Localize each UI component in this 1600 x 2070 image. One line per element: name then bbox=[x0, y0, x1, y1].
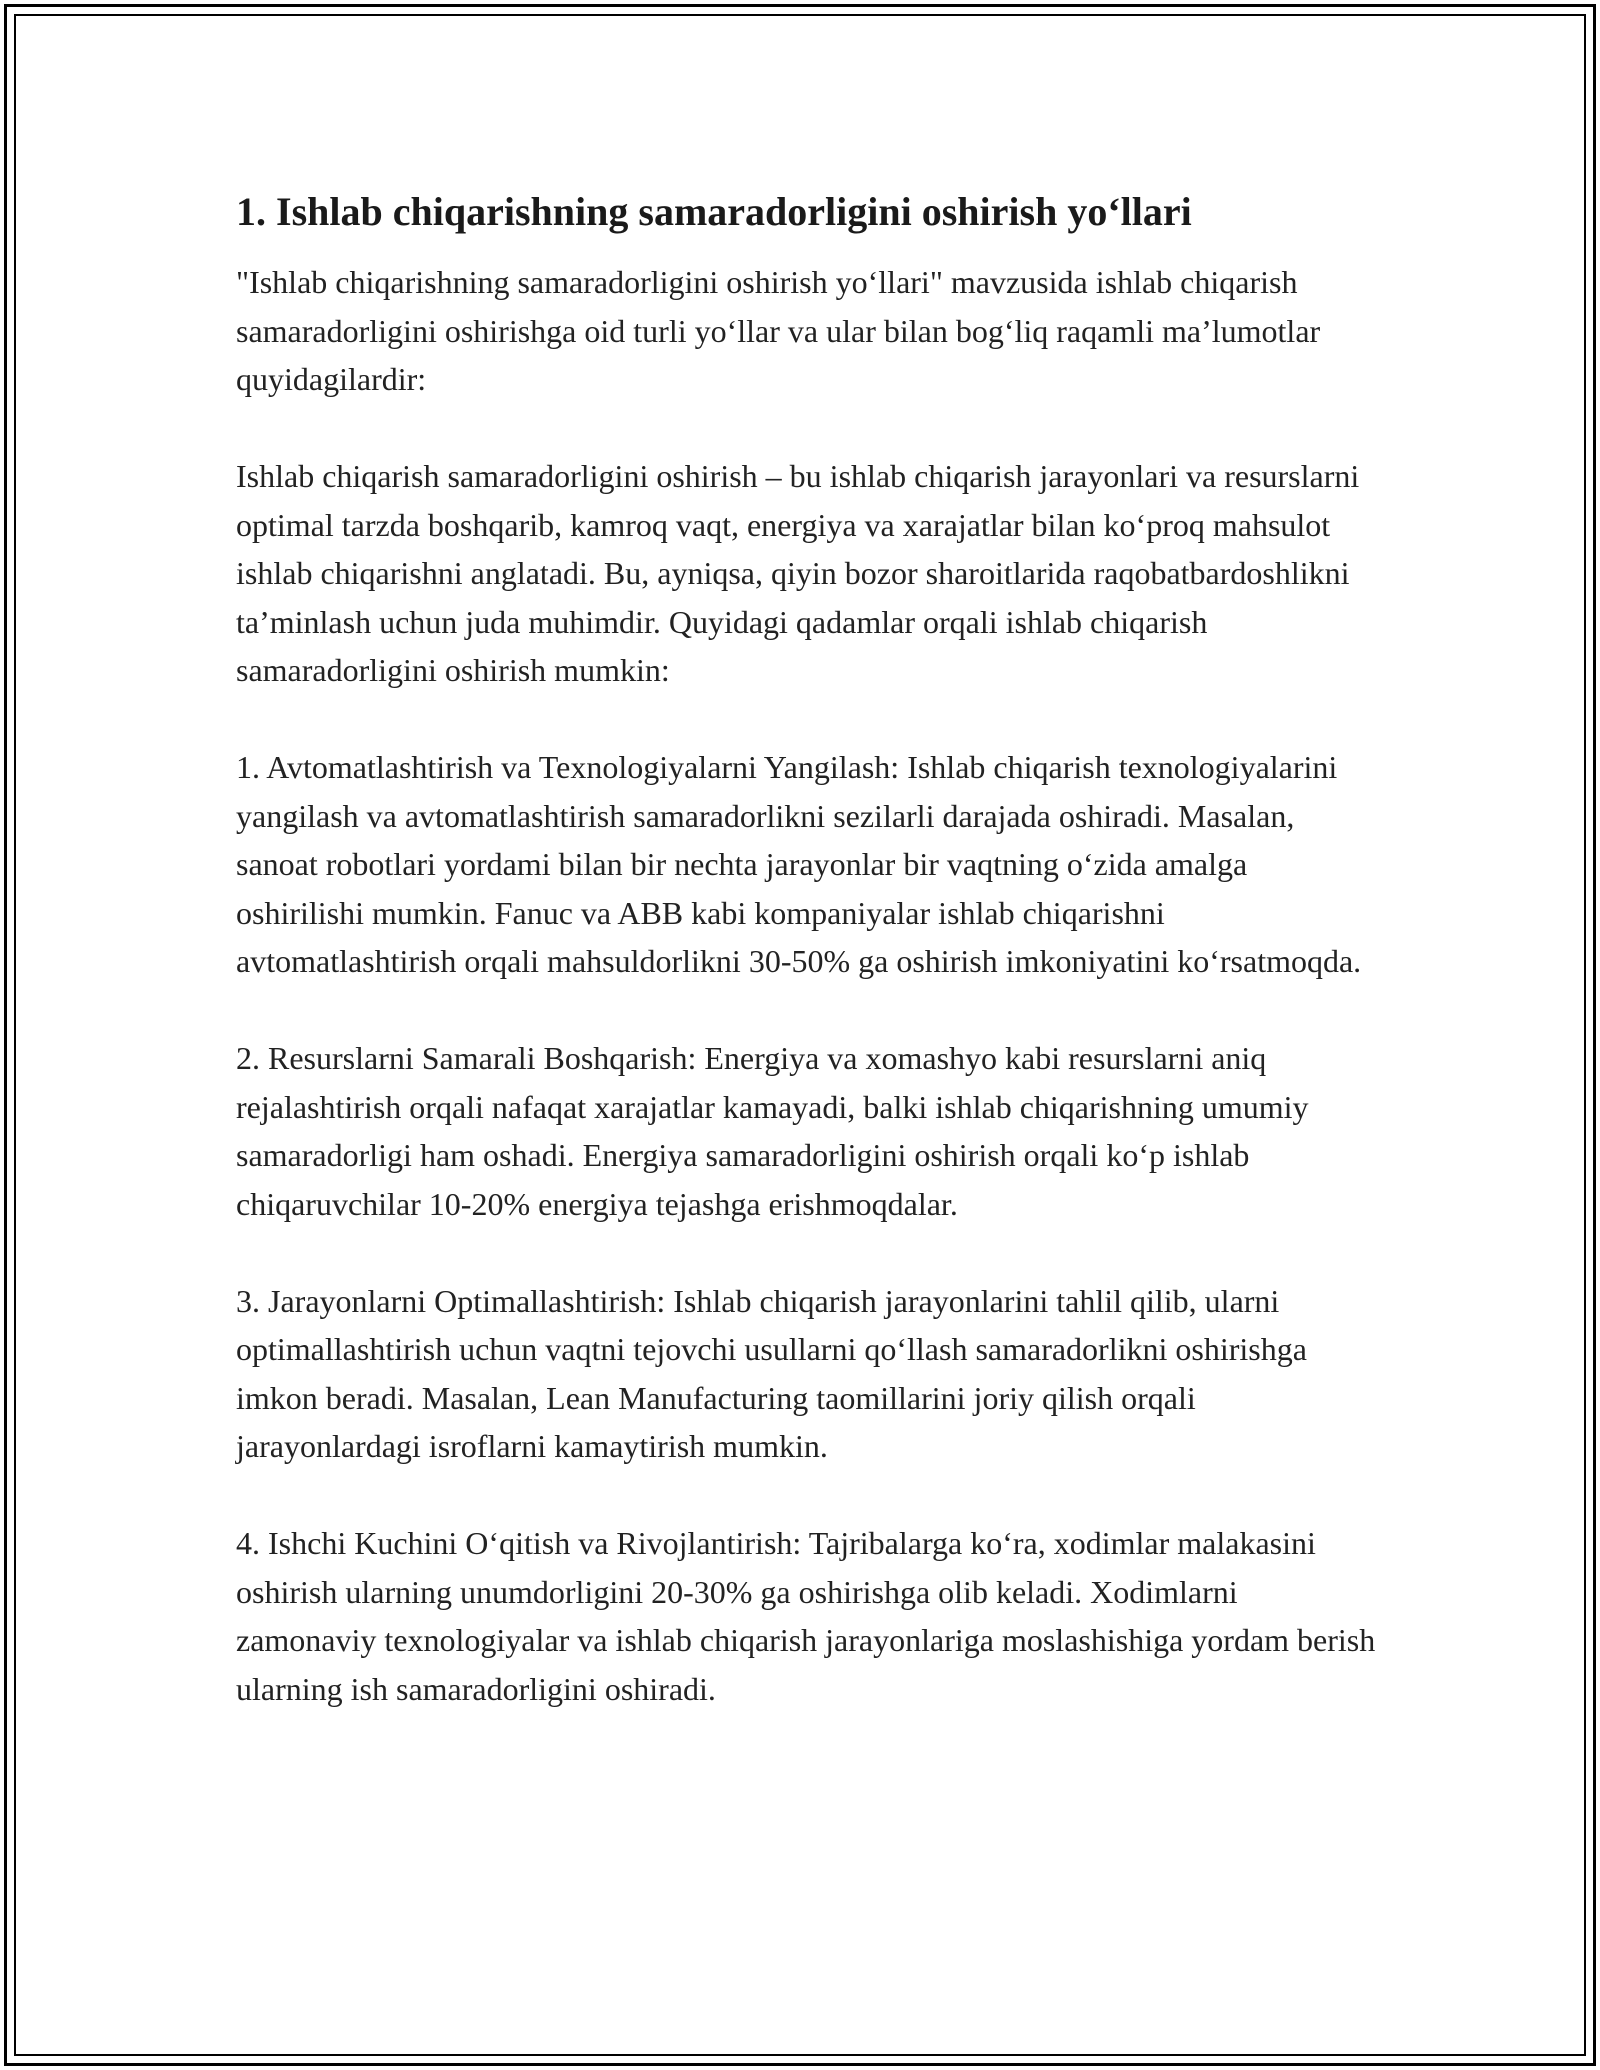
list-item-workforce: 4. Ishchi Kuchini O‘qitish va Rivojlantirish: Tajribalarga ko‘ra, xodimlar malakasini oshirish ularning unumdorligini 20-30% ga oshirishga olib keladi. Xodimlarni zamonaviy texnologiyalar va ishlab chiqarish jarayonlariga moslashishiga yordam berish ularning ish samaradorligini oshiradi. bbox=[236, 1525, 1376, 1707]
intro-paragraph: "Ishlab chiqarishning samaradorligini oshirish yo‘llari" mavzusida ishlab chiqarish samaradorligini oshirishga oid turli yo‘llar va ular bilan bog‘liq raqamli ma’lumotlar quyidagilardir: bbox=[236, 264, 1321, 397]
document-title: 1. Ishlab chiqarishning samaradorligini oshirish yo‘llari bbox=[236, 189, 1192, 234]
document-body bbox=[236, 186, 1376, 1713]
list-item-automation: 1. Avtomatlashtirish va Texnologiyalarni Yangilash: Ishlab chiqarish texnologiyalarini yangilash va avtomatlashtirish samaradorlikni sezilarli darajada oshiradi. Masalan, sanoat robotlari yordami bilan bir nechta jarayonlar bir vaqtning o‘zida amalga oshirilishi mumkin. Fanuc va ABB kabi kompaniyalar ishlab chiqarishni avtomatlashtirish orqali mahsuldorlikni 30-50% ga oshirish imkoniyatini ko‘rsatmoqda. bbox=[236, 749, 1362, 979]
definition-paragraph: Ishlab chiqarish samaradorligini oshirish – bu ishlab chiqarish jarayonlari va resurslarni optimal tarzda boshqarib, kamroq vaqt, energiya va xarajatlar bilan ko‘proq mahsulot ishlab chiqarishni anglatadi. Bu, ayniqsa, qiyin bozor sharoitlarida raqobatbardoshlikni ta’minlash uchun juda muhimdir. Quyidagi qadamlar orqali ishlab chiqarish samaradorligini oshirish mumkin: bbox=[236, 458, 1360, 688]
list-item-resources: 2. Resurslarni Samarali Boshqarish: Energiya va xomashyo kabi resurslarni aniq rejalashtirish orqali nafaqat xarajatlar kamayadi, balki ishlab chiqarishning umumiy samaradorligi ham oshadi. Energiya samaradorligini oshirish orqali ko‘p ishlab chiqaruvchilar 10-20% energiya tejashga erishmoqdalar. bbox=[236, 1040, 1309, 1222]
list-item-processes: 3. Jarayonlarni Optimallashtirish: Ishlab chiqarish jarayonlarini tahlil qilib, ularni optimallashtirish uchun vaqtni tejovchi usullarni qo‘llash samaradorlikni oshirishga imkon beradi. Masalan, Lean Manufacturing taomillarini joriy qilish orqali jarayonlardagi isroflarni kamaytirish mumkin. bbox=[236, 1282, 1307, 1464]
